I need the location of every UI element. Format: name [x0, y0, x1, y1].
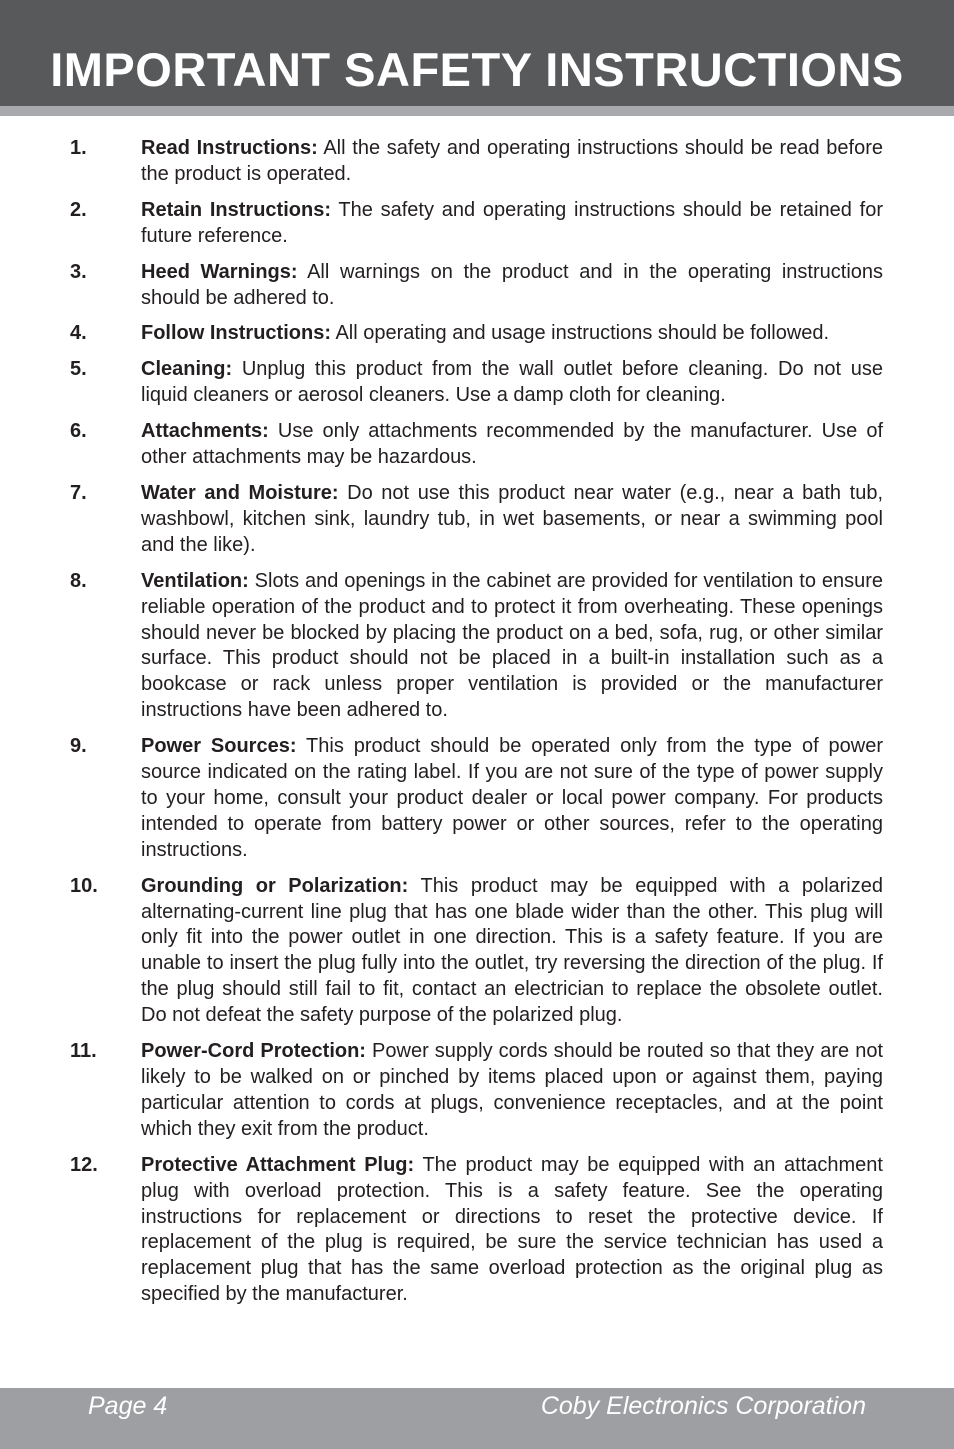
item-number: 11.	[70, 1040, 97, 1063]
item-text: All operating and usage instructions should be followed.	[335, 322, 830, 345]
item-number: 4.	[70, 322, 87, 345]
item-heading: Grounding or Polarization:	[141, 874, 409, 897]
list-item	[0, 419, 954, 471]
item-heading: Power Sources:	[141, 735, 297, 758]
item-body	[141, 1153, 883, 1308]
item-text: Use only attachments recommended by the manufacturer. Use of other attachments may be hazardous.	[141, 420, 883, 469]
item-heading: Attachments:	[141, 420, 269, 443]
item-text: Slots and openings in the cabinet are provided for ventilation to ensure reliable operation of the product and to protect it from overheating. These openings should never be blocked by placing the product on a bed, sofa, rug, or other similar surface. This product should not be placed in a built-in installation such as a bookcase or rack unless proper ventilation is provided or the manufacturer instructions have been adhered to.	[141, 569, 883, 722]
item-text: Do not use this product near water (e.g., near a bath tub, washbowl, kitchen sink, laundry tub, in wet basements, or near a swimming pool and the like).	[141, 481, 883, 556]
list-item	[0, 1153, 954, 1308]
list-item	[0, 734, 954, 864]
item-number: 8.	[70, 569, 87, 592]
item-heading: Retain Instructions:	[141, 198, 331, 221]
item-text: Unplug this product from the wall outlet before cleaning. Do not use liquid cleaners or aerosol cleaners. Use a damp cloth for cleaning.	[141, 358, 883, 407]
item-heading: Power-Cord Protection:	[141, 1040, 366, 1063]
item-text: This product may be equipped with a polarized alternating-current line plug that has one blade wider than the other. This plug will only fit into the power outlet in one direction. This is a safety feature. If you are unable to insert the plug fully into the outlet, try reversing the direction of the plug. If the plug should still fail to fit, contact an electrician to replace the obsolete outlet. Do not defeat the safety purpose of the polarized plug.	[141, 874, 883, 1027]
page-title: IMPORTANT SAFETY INSTRUCTIONS	[50, 43, 904, 96]
item-heading: Cleaning:	[141, 358, 233, 381]
item-body	[141, 419, 883, 471]
item-number: 7.	[70, 481, 87, 504]
item-text: This product should be operated only from the type of power source indicated on the rating label. If you are not sure of the type of power supply to your home, consult your product dealer or local power company. For products intended to operate from battery power or other sources, refer to the operating instructions.	[141, 735, 883, 861]
item-body	[141, 198, 883, 250]
item-text: All warnings on the product and in the operating instructions should be adhered to.	[141, 260, 884, 309]
item-number: 3.	[70, 260, 87, 283]
item-number: 6.	[70, 420, 87, 443]
list-item	[0, 874, 954, 1029]
list-item	[0, 481, 954, 559]
item-text: The safety and operating instructions should be retained for future reference.	[141, 198, 883, 247]
item-number: 1.	[70, 137, 87, 159]
item-heading: Protective Attachment Plug:	[141, 1153, 415, 1176]
item-body	[141, 1039, 883, 1143]
list-item	[0, 357, 954, 409]
item-number: 12.	[70, 1153, 98, 1176]
item-body	[141, 357, 883, 409]
item-heading: Read Instructions:	[141, 137, 318, 159]
item-text: Power supply cords should be routed so that they are not likely to be walked on or pinched by items placed upon or against them, paying particular attention to cords at plugs, convenience receptacles, and at the point which they exit from the product.	[141, 1040, 884, 1140]
header-divider	[0, 106, 954, 116]
item-text: All the safety and operating instructions should be read before the product is operated.	[141, 137, 883, 185]
list-item	[0, 260, 954, 312]
item-heading: Follow Instructions:	[141, 322, 331, 345]
item-body	[141, 321, 883, 347]
item-heading: Ventilation:	[141, 569, 249, 592]
item-heading: Water and Moisture:	[141, 481, 339, 504]
item-text: The product may be equipped with an attachment plug with overload protection. This is a safety feature. See the operating instructions for replacement or directions to reset the protective device. If replacement of the plug is required, be sure the service technician has used a replacement plug that has the same overload protection as the original plug as specified by the manufacturer.	[141, 1153, 883, 1306]
item-body	[141, 481, 883, 559]
item-number: 5.	[70, 358, 87, 381]
list-item	[0, 198, 954, 250]
company-name: Coby Electronics Corporation	[540, 1392, 866, 1420]
list-item	[0, 321, 954, 347]
instructions-list	[0, 136, 954, 1318]
item-number: 2.	[70, 198, 87, 221]
item-body	[141, 734, 883, 864]
item-body	[141, 569, 883, 724]
item-body	[141, 874, 883, 1029]
item-heading: Heed Warnings:	[141, 260, 298, 283]
item-body	[141, 136, 883, 188]
list-item	[0, 569, 954, 724]
item-body	[141, 260, 883, 312]
item-number: 9.	[70, 735, 87, 758]
list-item	[0, 136, 954, 188]
page-number: Page 4	[88, 1392, 168, 1420]
list-item	[0, 1039, 954, 1143]
item-number: 10.	[70, 874, 98, 897]
